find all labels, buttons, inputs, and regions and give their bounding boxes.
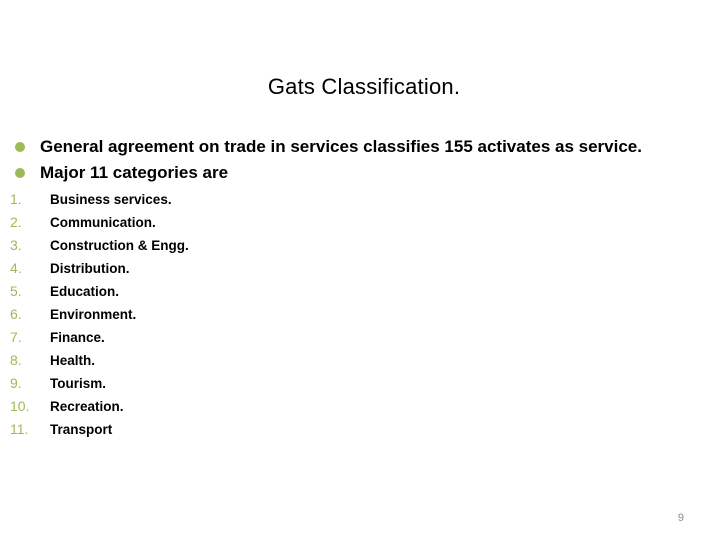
category-number: 2. bbox=[10, 214, 22, 230]
category-number: 9. bbox=[10, 375, 22, 391]
bullet-dot-icon bbox=[15, 142, 25, 152]
bullet-text: Major 11 categories are bbox=[40, 163, 229, 182]
category-label: Communication. bbox=[50, 215, 156, 230]
category-item bbox=[10, 211, 410, 234]
category-label: Transport bbox=[50, 422, 113, 437]
bullet-list bbox=[10, 134, 710, 186]
category-item bbox=[10, 303, 410, 326]
category-item bbox=[10, 234, 410, 257]
category-item bbox=[10, 326, 410, 349]
category-label: Business services. bbox=[50, 192, 172, 207]
category-label: Tourism. bbox=[50, 376, 107, 391]
category-label: Education. bbox=[50, 284, 120, 299]
category-number: 1. bbox=[10, 191, 22, 207]
category-item bbox=[10, 395, 410, 418]
category-number: 5. bbox=[10, 283, 22, 299]
category-item bbox=[10, 418, 410, 441]
bullet-text: General agreement on trade in services classifies 155 activates as service. bbox=[40, 137, 642, 156]
category-number: 7. bbox=[10, 329, 22, 345]
category-number: 8. bbox=[10, 352, 22, 368]
category-item bbox=[10, 372, 410, 395]
category-item bbox=[10, 188, 410, 211]
category-label: Construction & Engg. bbox=[50, 238, 189, 253]
bullet-item bbox=[10, 134, 710, 160]
bullet-item bbox=[10, 160, 710, 186]
category-list bbox=[10, 188, 410, 441]
page-number: 9 bbox=[677, 512, 684, 524]
category-number: 3. bbox=[10, 237, 22, 253]
category-label: Recreation. bbox=[50, 399, 124, 414]
category-label: Distribution. bbox=[50, 261, 130, 276]
category-label: Finance. bbox=[50, 330, 105, 345]
bullet-dot-icon bbox=[15, 168, 25, 178]
category-number: 11. bbox=[10, 421, 29, 437]
category-number: 6. bbox=[10, 306, 22, 322]
category-label: Environment. bbox=[50, 307, 137, 322]
slide-title: Gats Classification. bbox=[267, 74, 461, 99]
category-item bbox=[10, 349, 410, 372]
category-item bbox=[10, 280, 410, 303]
category-label: Health. bbox=[50, 353, 96, 368]
category-item bbox=[10, 257, 410, 280]
category-number: 10. bbox=[10, 398, 30, 414]
category-number: 4. bbox=[10, 260, 22, 276]
